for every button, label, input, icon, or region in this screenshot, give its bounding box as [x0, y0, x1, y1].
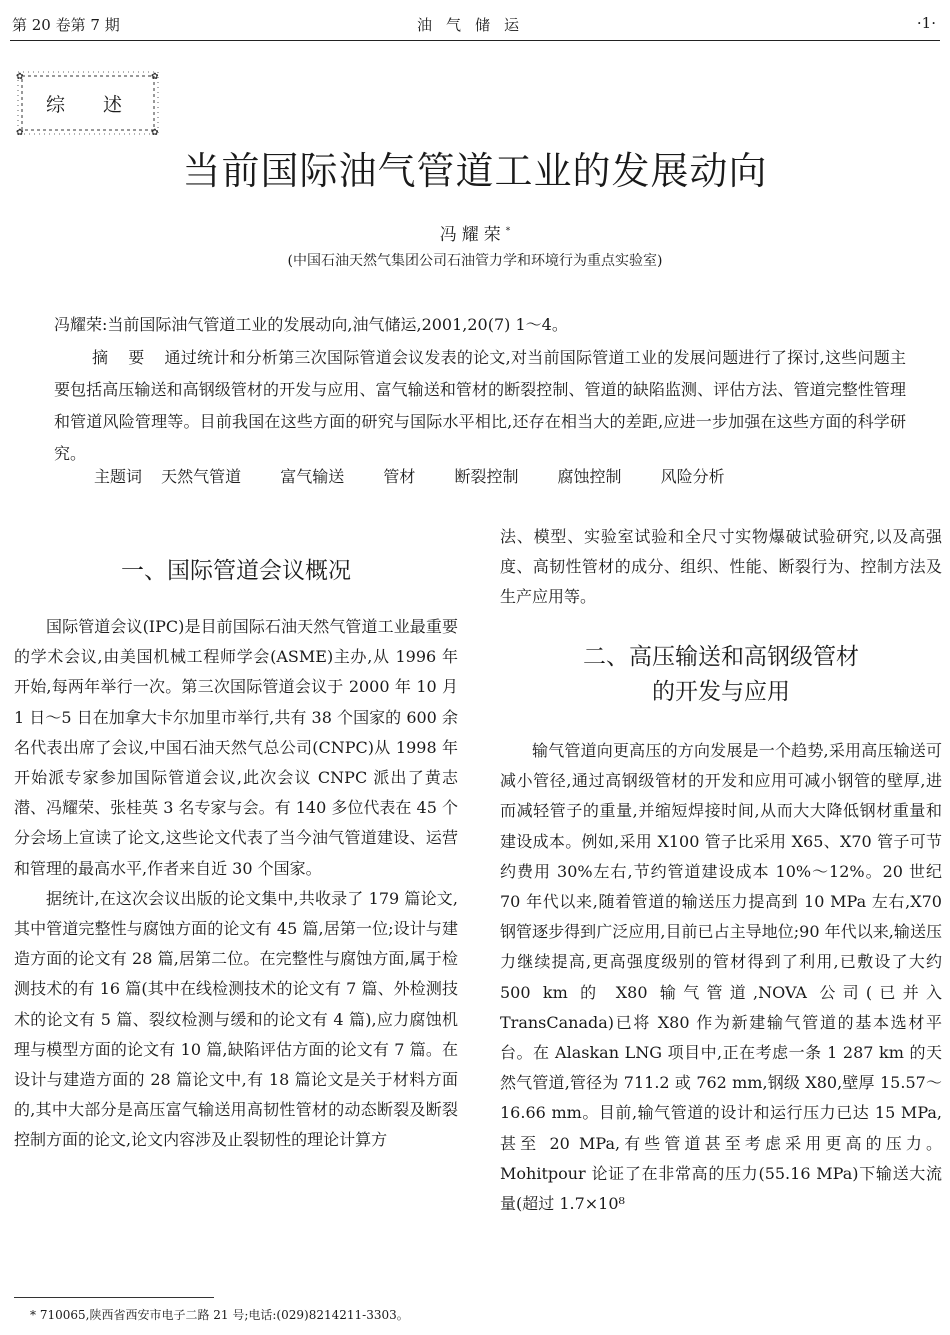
paragraph: 输气管道向更高压的方向发展是一个趋势,采用高压输送可减小管径,通过高钢级管材的开发和应用可减小钢管的壁厚,进而减轻管子的重量,并缩短焊接时间,从而大大降低钢材重量和建设成本。例如,采用 X100 管子比采用 X65、X70 管子可节约费用 30%左右,节约管道建设成本 10%～12%。20 世纪 70 年代以来,随着管道的输送压力提高到 10 MPa 左右,X70 钢管逐步得到广泛应用,目前已占主导地位;90 年代以来,输送压力继续提高,更高强度级别的管材得到了利用,已敷设了大约 500 km 的 X80 输气管道,NOVA 公司(已并入 TransCanada)已将 X80 作为新建输气管道的基本选材平台。在 Alaskan LNG 项目中,正在考虑一条 1 287 km 的天然气管道,管径为 711.2 或 762 mm,钢级 X80,壁厚 15.57～16.66 mm。目前,输气管道的设计和运行压力已达 15 MPa,甚至 20 MPa,有些管道甚至考虑采用更高的压力。Mohitpour 论证了在非常高的压力(55.16 MPa)下输送大流量(超过 1.7×10⁸: [500, 741, 942, 1214]
svg-text:✿: ✿: [16, 72, 24, 82]
keyword-item: 断裂控制: [454, 467, 519, 486]
abstract-label: 摘要: [92, 348, 165, 367]
affiliation: (中国石油天然气集团公司石油管力学和环境行为重点实验室): [287, 253, 663, 269]
author-footnote-mark: *: [505, 226, 511, 237]
journal-name: 油气储运: [416, 16, 533, 34]
left-column: [14, 612, 458, 1156]
paragraph: 据统计,在这次会议出版的论文集中,共收录了 179 篇论文,其中管道完整性与腐蚀方面的论文有 45 篇,居第一位;设计与建造方面的论文有 28 篇,居第二位。在完整性与腐蚀方面,属于检测技术的有 16 篇(其中在线检测技术的论文有 7 篇、外检测技术的论文有 5 篇、裂纹检测与缓和的论文有 4 篇),应力腐蚀机理与模型方面的论文有 10 篇,缺陷评估方面的论文有 7 篇。在设计与建造方面的 28 篇论文中,有 18 篇论文是关于材料方面的,其中大部分是高压富气输送用高韧性管材的动态断裂及断裂控制方面的论文,论文内容涉及止裂韧性的理论计算方: [14, 888, 458, 1150]
keyword-item: 腐蚀控制: [557, 467, 622, 486]
footnote-rule: [14, 1297, 214, 1298]
svg-text:✿: ✿: [16, 128, 24, 136]
abstract: [54, 342, 906, 470]
article-title: 当前国际油气管道工业的发展动向: [182, 149, 768, 193]
section-heading-2-line1: 二、高压输送和高钢级管材: [583, 644, 859, 670]
section-heading-2-line2: 的开发与应用: [652, 679, 790, 705]
author-name: 冯耀荣: [439, 225, 506, 245]
keyword-item: 天然气管道: [161, 467, 242, 486]
keywords: [94, 464, 759, 487]
volume-issue: 第 20 卷第 7 期: [12, 16, 120, 34]
svg-text:✿: ✿: [151, 128, 159, 136]
keywords-label: 主题词: [94, 467, 143, 486]
section-label: 综述: [46, 94, 161, 116]
paragraph: 国际管道会议(IPC)是目前国际石油天然气管道工业最重要的学术会议,由美国机械工程师学会(ASME)主办,从 1996 年开始,每两年举行一次。第三次国际管道会议于 2000 年 10 月 1 日～5 日在加拿大卡尔加里市举行,共有 38 个国家的 600 余名代表出席了会议,中国石油天然气总公司(CNPC)从 1998 年开始派专家参加国际管道会议,此次会议 CNPC 派出了黄志潜、冯耀荣、张桂英 3 名专家与会。有 140 多位代表在 45 个分会场上宣读了论文,这些论文代表了当今油气管道建设、运营和管理的最高水平,作者来自近 30 个国家。: [14, 617, 458, 878]
section-label-box: [16, 70, 160, 136]
page-number: ·1·: [916, 14, 936, 32]
svg-text:✿: ✿: [151, 72, 159, 82]
header-rule: [10, 40, 940, 41]
author-line: [0, 220, 950, 245]
citation: 冯耀荣:当前国际油气管道工业的发展动向,油气储运,2001,20(7) 1～4。: [54, 315, 568, 334]
footnote: * 710065,陕西省西安市电子二路 21 号;电话:(029)8214211-3303。: [30, 1308, 409, 1322]
right-column-top: [500, 522, 942, 613]
right-column-body: [500, 736, 942, 1219]
section-heading-1: 一、国际管道会议概况: [121, 558, 351, 584]
paragraph-continued: 法、模型、实验室试验和全尺寸实物爆破试验研究,以及高强度、高韧性管材的成分、组织、性能、断裂行为、控制方法及生产应用等。: [500, 527, 942, 607]
section-heading-2: [500, 640, 942, 710]
abstract-text: 通过统计和分析第三次国际管道会议发表的论文,对当前国际管道工业的发展问题进行了探讨,这些问题主要包括高压输送和高钢级管材的开发与应用、富气输送和管材的断裂控制、管道的缺陷监测、评估方法、管道完整性管理和管道风险管理等。目前我国在这些方面的研究与国际水平相比,还存在相当大的差距,应进一步加强在这些方面的科学研究。: [54, 348, 906, 463]
keyword-item: 管材: [383, 467, 416, 486]
keyword-item: 富气输送: [280, 467, 345, 486]
running-header: [0, 0, 950, 40]
keyword-item: 风险分析: [660, 467, 725, 486]
